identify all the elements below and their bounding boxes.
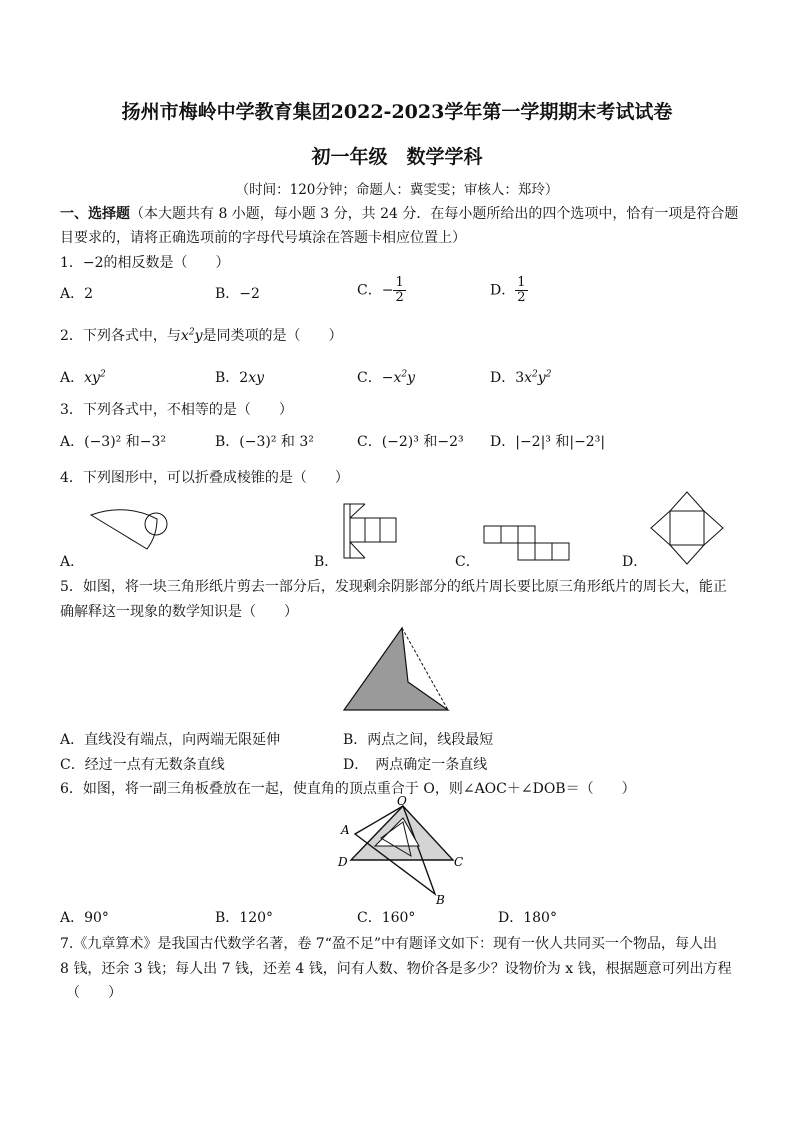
q5-option-c: C．经过一点有无数条直线 [60, 757, 225, 773]
q4-option-a: A． [60, 554, 85, 570]
q2-option-a: A．$xy^2$ [60, 369, 106, 386]
q1-fraction-c: $\frac{1}{2}$ [395, 275, 404, 305]
label-b: B [436, 893, 445, 906]
q4-figure-d [648, 489, 728, 567]
q6-option-a: A．90° [60, 910, 109, 926]
q6-stem: 6．如图，将一副三角板叠放在一起，使直角的顶点重合于 O，则∠AOC＋∠DOB＝（ ） [60, 781, 636, 797]
q1-option-a: A．2 [60, 286, 94, 302]
exam-subtitle: 初一年级 数学学科 [311, 146, 483, 168]
label-o: O [397, 794, 407, 808]
exam-meta: （时间：120分钟；命题人：冀雯雯；审核人：郑玲） [235, 182, 559, 198]
q2-term: $x^2y$ [180, 327, 203, 344]
q7-line1: 7.《九章算术》是我国古代数学名著，卷 7“盈不足”中有题译文如下：现有一伙人共同买一个物品，每人出 [60, 936, 718, 952]
q2-stem-post: 是同类项的是（ ） [202, 328, 343, 344]
q3-option-b: B．(−3)² 和 3² [215, 434, 314, 450]
q4-option-d: D． [622, 554, 648, 570]
q2-option-c: C．$-x^2y$ [357, 369, 416, 386]
q6-figure-set-squares [333, 794, 473, 906]
q5-option-d: D． 两点确定一条直线 [343, 757, 488, 773]
q4-option-c: C． [455, 554, 480, 570]
section-heading [60, 203, 738, 223]
q5-option-b: B．两点之间，线段最短 [343, 732, 494, 748]
q2-option-b: B．2xy [215, 370, 265, 386]
q3-stem: 3．下列各式中，不相等的是（ ） [60, 402, 293, 418]
q2-stem [60, 325, 342, 345]
q1-option-c [357, 276, 406, 305]
q6-option-d: D．180° [498, 910, 557, 926]
q4-stem: 4．下列图形中，可以折叠成棱锥的是（ ） [60, 470, 349, 486]
q3-option-d: D．|−2|³ 和|−2³| [490, 434, 606, 450]
q5-figure-cut-triangle [338, 622, 458, 714]
section-heading-line2: 目要求的，请将正确选项前的字母代号填涂在答题卡相应位置上） [60, 230, 466, 246]
q7-line3: （ ） [66, 985, 122, 1001]
q4-option-b: B． [314, 554, 339, 570]
label-c: C [454, 855, 464, 869]
q1-option-b: B．−2 [215, 286, 260, 302]
q6-option-b: B．120° [215, 910, 274, 926]
q1-stem: 1．−2的相反数是（ ） [60, 255, 230, 271]
q1-fraction-d: $\frac{1}{2}$ [517, 275, 526, 305]
q5-stem-line1: 5．如图，将一块三角形纸片剪去一部分后，发现剩余阴影部分的纸片周长要比原三角形纸片的周长大，能正 [60, 579, 727, 595]
q1-option-c-label: C．− [357, 282, 394, 299]
q5-option-a: A．直线没有端点，向两端无限延伸 [60, 732, 281, 748]
exam-title: 扬州市梅岭中学教育集团2022-2023学年第一学期期末考试试卷 [121, 101, 673, 123]
q4-figure-c [482, 524, 572, 564]
q3-option-a: A．(−3)² 和−3² [60, 434, 166, 450]
q3-option-c: C．(−2)³ 和−2³ [357, 434, 464, 450]
q1-option-d-label: D． [490, 282, 516, 299]
q5-stem-line2: 确解释这一现象的数学知识是（ ） [60, 604, 298, 620]
q1-option-d [490, 276, 528, 305]
label-a: A [341, 823, 350, 837]
q7-line2: 8 钱，还余 3 钱；每人出 7 钱，还差 4 钱，问有人数、物价各是多少？设物价为 x 钱，根据题意可列出方程 [60, 961, 732, 977]
label-d: D [338, 855, 348, 869]
q2-stem-pre: 2．下列各式中，与 [60, 328, 181, 344]
q6-option-c: C．160° [357, 910, 416, 926]
q4-figure-b [340, 502, 405, 562]
q2-option-d: D．$3x^2y^2$ [490, 369, 552, 386]
section-heading-text: （本大题共有 8 小题，每小题 3 分，共 24 分．在每小题所给出的四个选项中，恰有一项是符合题 [130, 206, 739, 222]
q4-figure-a [85, 505, 175, 565]
section-heading-bold: 一、选择题 [60, 206, 130, 222]
